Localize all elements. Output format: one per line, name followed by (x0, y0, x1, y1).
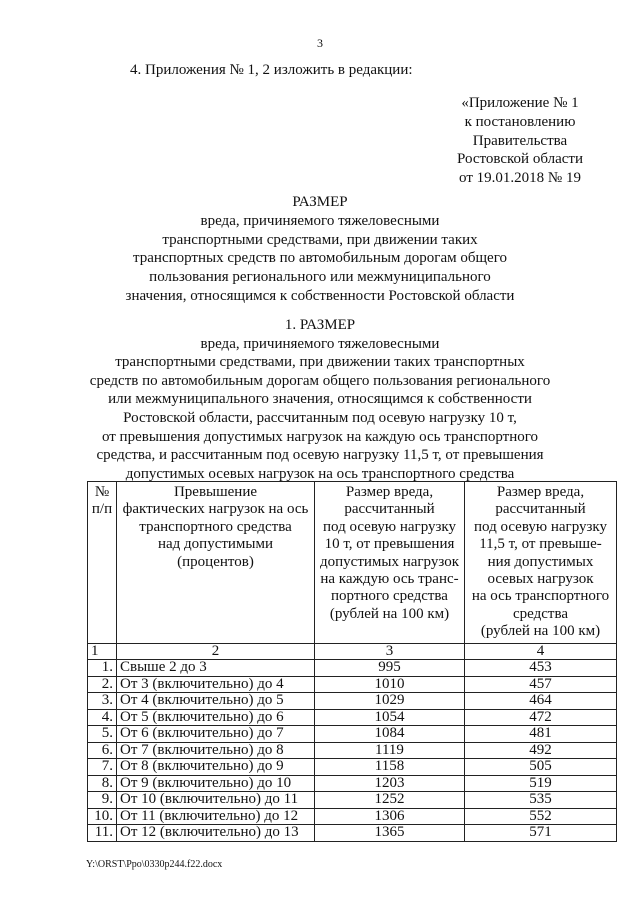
section-line: транспортными средствами, при движении таких транспортных (115, 354, 525, 371)
row-excess: От 6 (включительно) до 7 (117, 726, 315, 743)
header-damage-11-5t: Размер вреда, рассчитанный под осевую нагрузку 11,5 т, от превыше- ния допустимых осевых нагрузок на ось транспортного средства (рублей на 100 км) (465, 482, 617, 644)
row-damage-11-5t: 492 (465, 742, 617, 759)
section-line: допустимых осевых нагрузок на ось транспортного средства (125, 465, 515, 482)
annex-line: Ростовской области (457, 151, 583, 168)
row-damage-10t: 1084 (315, 726, 465, 743)
annex-header (420, 94, 620, 188)
annex-line: Правительства (472, 132, 568, 149)
table-row (88, 726, 617, 743)
row-number: 8. (88, 775, 117, 792)
section-line: вреда, причиняемого тяжеловесными (200, 335, 440, 352)
title-line: транспортными средствами, при движении таких (162, 231, 478, 248)
page-number: 3 (317, 36, 323, 50)
column-number: 2 (117, 643, 315, 660)
row-damage-11-5t: 535 (465, 792, 617, 809)
file-path-footer: Y:\ORST\Ppo\0330p244.f22.docx (86, 859, 223, 870)
annex-line: «Приложение № 1 (461, 95, 579, 111)
row-damage-11-5t: 464 (465, 693, 617, 710)
row-number: 4. (88, 709, 117, 726)
row-damage-10t: 995 (315, 660, 465, 677)
annex-line: от 19.01.2018 № 19 (459, 170, 581, 187)
table-row (88, 825, 617, 842)
row-damage-10t: 1054 (315, 709, 465, 726)
row-damage-11-5t: 519 (465, 775, 617, 792)
row-damage-10t: 1203 (315, 775, 465, 792)
table-row (88, 775, 617, 792)
column-number-row (88, 643, 617, 660)
row-number: 2. (88, 676, 117, 693)
table-row (88, 676, 617, 693)
table-row (88, 709, 617, 726)
row-excess: От 8 (включительно) до 9 (117, 759, 315, 776)
column-number: 3 (315, 643, 465, 660)
column-number: 1 (88, 643, 117, 660)
row-damage-10t: 1010 (315, 676, 465, 693)
row-damage-11-5t: 453 (465, 660, 617, 677)
table-row (88, 693, 617, 710)
section-line: Ростовской области, рассчитанным под осевую нагрузку 10 т, (123, 409, 517, 426)
table-header-row (88, 482, 617, 644)
row-number: 3. (88, 693, 117, 710)
title-line: пользования регионального или межмуниципального (149, 269, 491, 286)
row-number: 6. (88, 742, 117, 759)
row-damage-11-5t: 552 (465, 808, 617, 825)
row-damage-10t: 1119 (315, 742, 465, 759)
row-damage-11-5t: 472 (465, 709, 617, 726)
title-line: РАЗМЕР (292, 194, 348, 210)
row-excess: От 12 (включительно) до 13 (117, 825, 315, 842)
row-damage-10t: 1365 (315, 825, 465, 842)
table-row (88, 792, 617, 809)
header-damage-10t: Размер вреда, рассчитанный под осевую нагрузку 10 т, от превышения допустимых нагрузок на каждую ось транс- портного средства (рублей на 100 км) (315, 482, 465, 644)
section-line: средства, и рассчитанным под осевую нагрузку 11,5 т, от превышения (96, 447, 544, 464)
header-excess: Превышение фактических нагрузок на ось транспортного средства над допустимыми (процентов) (117, 482, 315, 644)
section-title (0, 316, 640, 483)
row-number: 11. (88, 825, 117, 842)
row-number: 7. (88, 759, 117, 776)
row-excess: Свыше 2 до 3 (117, 660, 315, 677)
damage-table (87, 481, 617, 842)
row-damage-11-5t: 505 (465, 759, 617, 776)
document-title (0, 193, 640, 306)
table-row (88, 759, 617, 776)
row-damage-11-5t: 457 (465, 676, 617, 693)
title-line: значения, относящимся к собственности Ростовской области (125, 287, 515, 304)
header-number: № п/п (88, 482, 117, 644)
row-excess: От 10 (включительно) до 11 (117, 792, 315, 809)
table-row (88, 808, 617, 825)
intro-paragraph: 4. Приложения № 1, 2 изложить в редакции: (130, 62, 413, 78)
row-excess: От 9 (включительно) до 10 (117, 775, 315, 792)
column-number: 4 (465, 643, 617, 660)
row-number: 5. (88, 726, 117, 743)
row-damage-10t: 1158 (315, 759, 465, 776)
section-line: средств по автомобильным дорогам общего пользования регионального (89, 372, 551, 389)
section-line: 1. РАЗМЕР (284, 317, 356, 333)
row-number: 9. (88, 792, 117, 809)
row-excess: От 3 (включительно) до 4 (117, 676, 315, 693)
section-line: или межмуниципального значения, относящимся к собственности (108, 391, 532, 408)
annex-line: к постановлению (464, 113, 576, 130)
title-line: транспортных средств по автомобильным дорогам общего (133, 250, 507, 267)
title-line: вреда, причиняемого тяжеловесными (200, 212, 440, 229)
row-number: 10. (88, 808, 117, 825)
row-damage-11-5t: 481 (465, 726, 617, 743)
row-number: 1. (88, 660, 117, 677)
row-excess: От 5 (включительно) до 6 (117, 709, 315, 726)
row-excess: От 7 (включительно) до 8 (117, 742, 315, 759)
row-damage-10t: 1252 (315, 792, 465, 809)
row-excess: От 11 (включительно) до 12 (117, 808, 315, 825)
table-row (88, 660, 617, 677)
row-damage-10t: 1029 (315, 693, 465, 710)
section-line: от превышения допустимых нагрузок на каждую ось транспортного (101, 428, 539, 445)
table-row (88, 742, 617, 759)
row-excess: От 4 (включительно) до 5 (117, 693, 315, 710)
row-damage-11-5t: 571 (465, 825, 617, 842)
row-damage-10t: 1306 (315, 808, 465, 825)
